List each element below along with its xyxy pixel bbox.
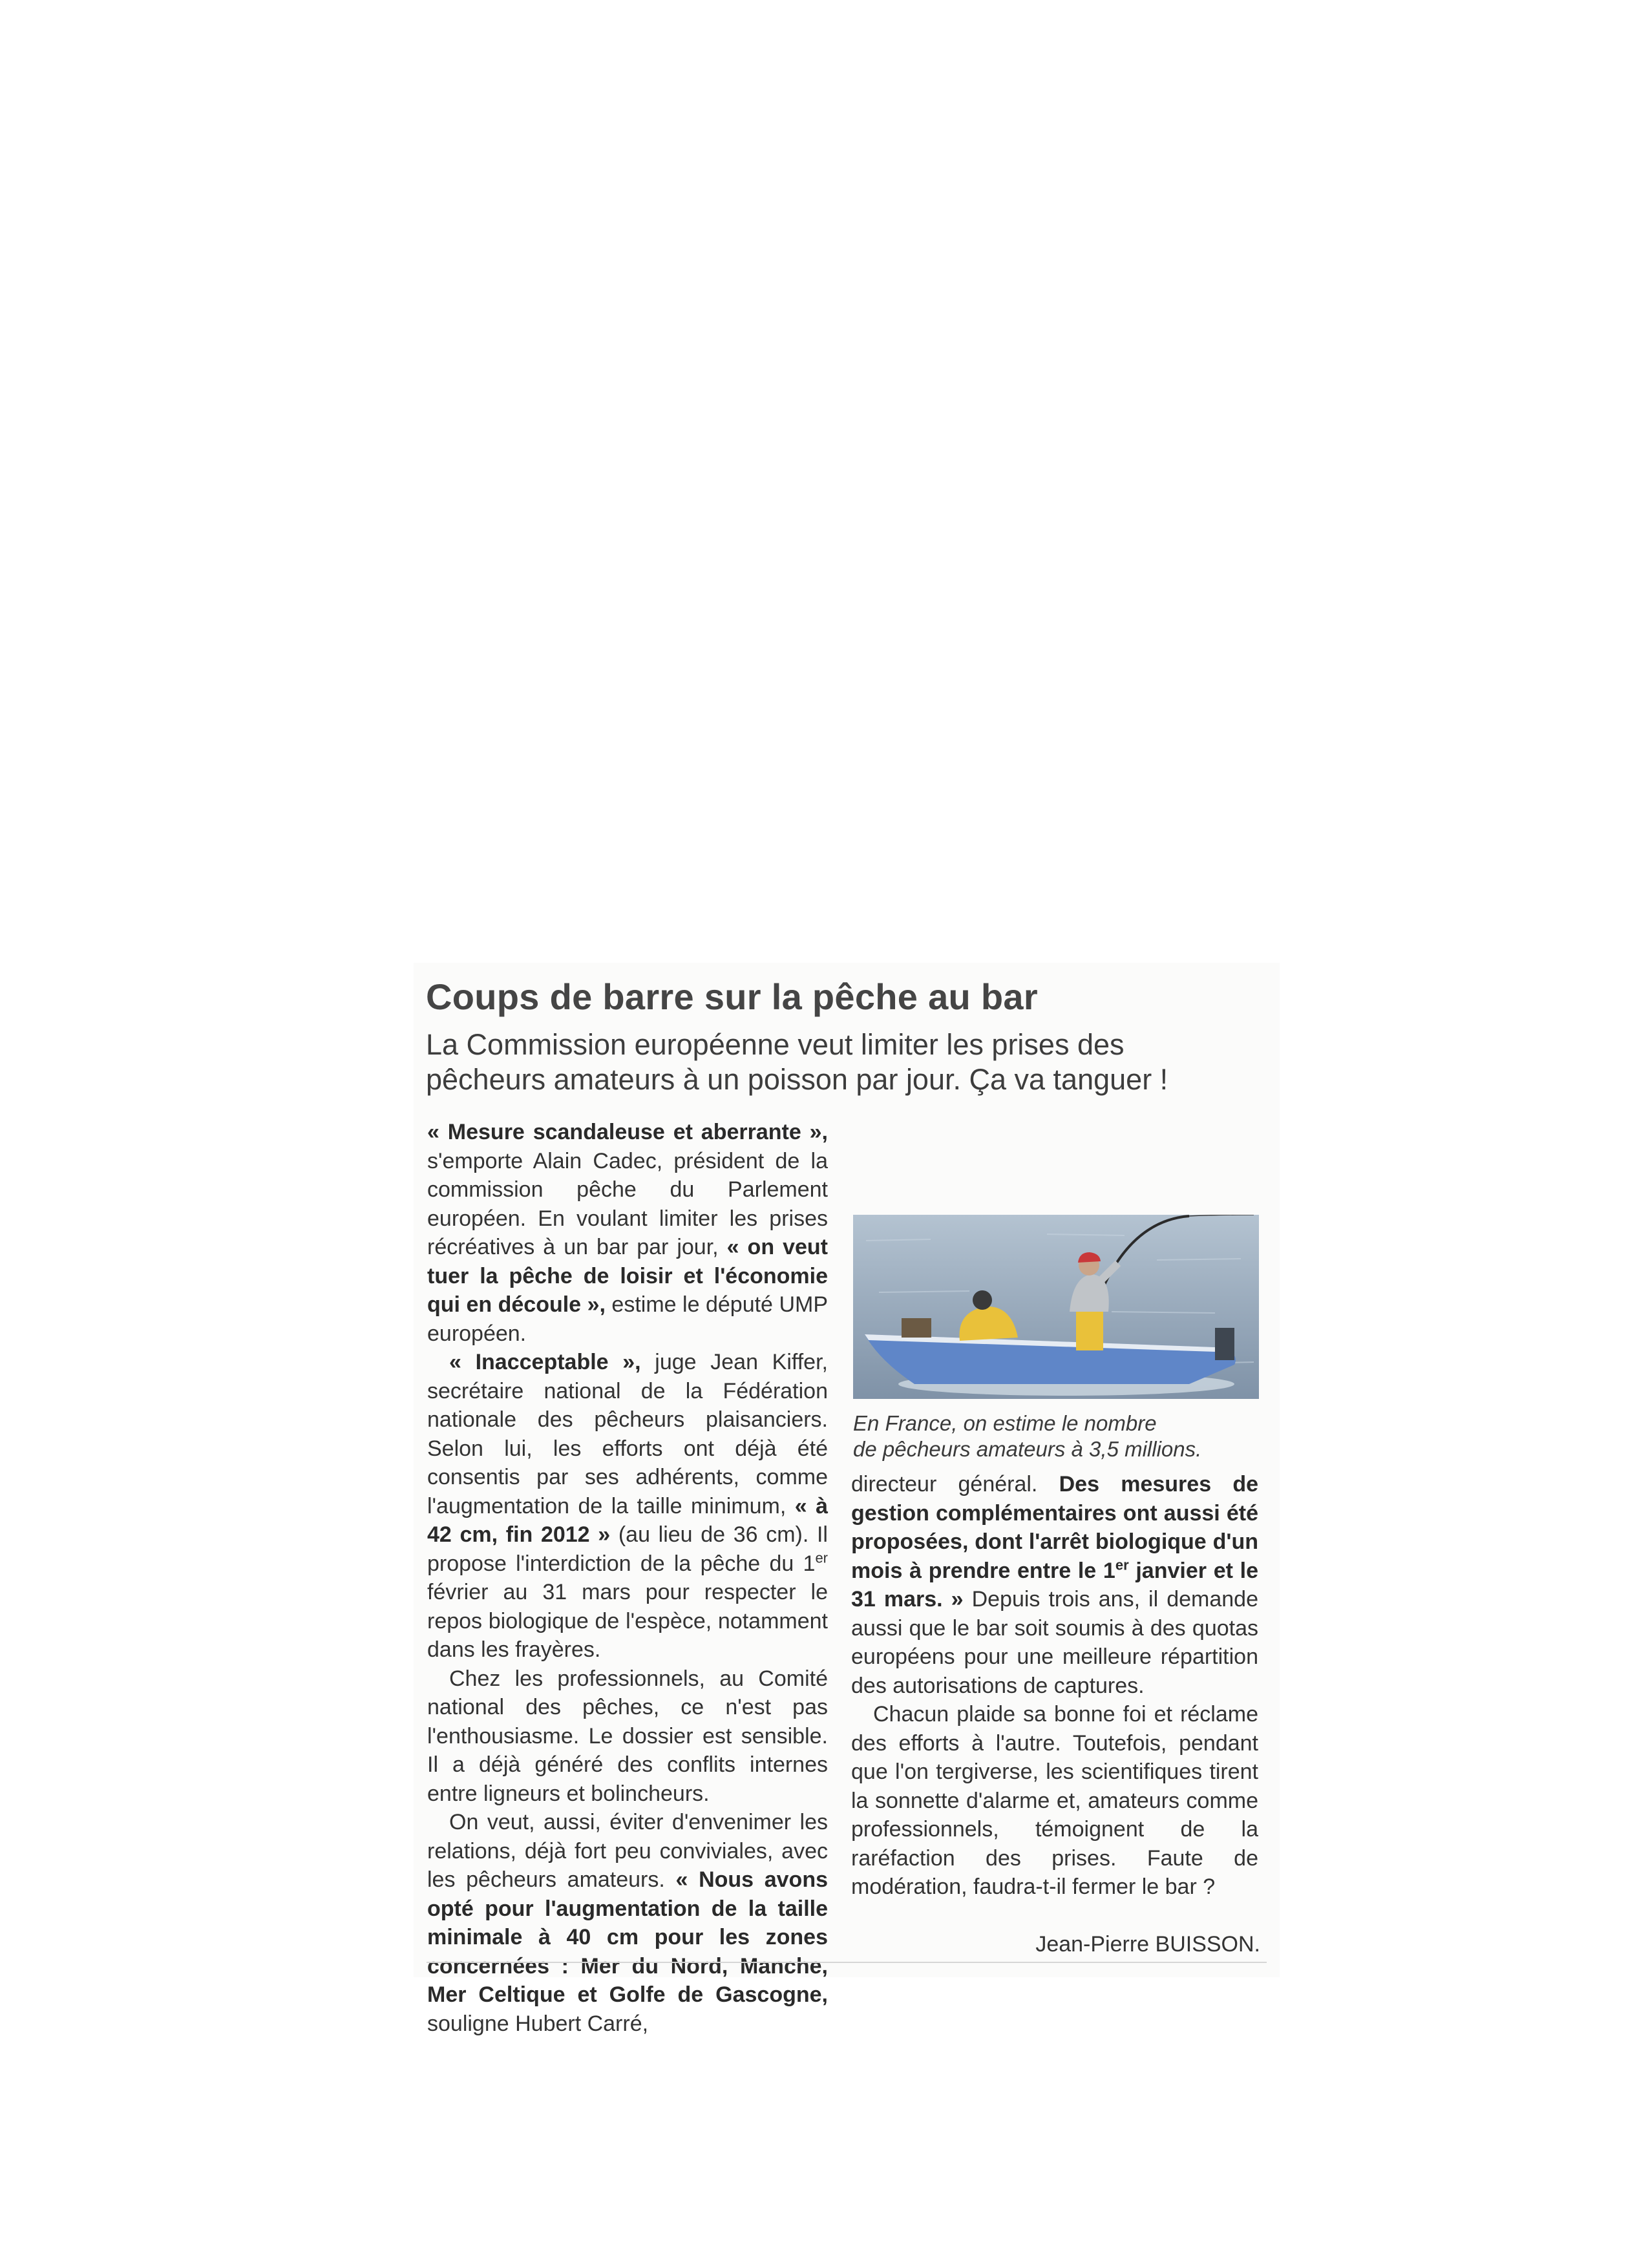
quote-tuer-la-peche: « on veut tuer la pêche de loisir et l'économie qui en découle », bbox=[427, 1235, 829, 1317]
motor bbox=[1215, 1328, 1234, 1360]
paragraph-1 bbox=[427, 1118, 828, 1348]
paragraph-4-text-b: souligne Hubert Carré, bbox=[427, 2011, 649, 2036]
quote-mesures-gestion-end: janvier et le 31 mars. » bbox=[851, 1558, 1258, 1612]
crouching-fisher-head bbox=[973, 1290, 992, 1310]
ordinal-suffix-2-text: er bbox=[1115, 1557, 1129, 1573]
article-photo bbox=[853, 1215, 1259, 1399]
paragraph-3: Chez les professionnels, au Comité national des pêches, ce n'est pas l'enthousiasme. Le dossier est sensible. Il a déjà généré des conflits internes entre ligneurs et bolincheurs. bbox=[427, 1666, 828, 1806]
quote-inacceptable: « Inacceptable », bbox=[449, 1350, 641, 1374]
ordinal-suffix-2 bbox=[1115, 1557, 1129, 1573]
paragraph-2-text-c: février au 31 mars pour respecter le repos biologique de l'espèce, notamment dans les frayères. bbox=[427, 1580, 828, 1662]
paragraph-5 bbox=[851, 1470, 1258, 1700]
boat-fishing-photo bbox=[853, 1215, 1259, 1399]
ordinal-suffix: er bbox=[815, 1549, 828, 1566]
article-standfirst: La Commission européenne veut limiter les prises des pêcheurs amateurs à un poisson par jour. Ça va tanguer ! bbox=[426, 1028, 1168, 1096]
right-column bbox=[851, 1470, 1258, 1902]
paragraph-5-text-b: Depuis trois ans, il demande aussi que le bar soit soumis à des quotas européens pour une meilleure répartition des autorisations de captures. bbox=[851, 1587, 1258, 1698]
paragraph-2-text-b: (au lieu de 36 cm). Il propose l'interdiction de la pêche du 1 bbox=[427, 1522, 828, 1576]
quote-mesures-gestion: Des mesures de gestion complémentaires ont aussi été proposées, dont l'arrêt biologique d'un mois à prendre entre le 1 bbox=[851, 1472, 1259, 1583]
paragraph-1-text-a: s'emporte Alain Cadec, président de la commission pêche du Parlement européen. En voulant limiter les prises récréatives à un bar par jour, bbox=[427, 1148, 828, 1259]
quote-42-cm: « à 42 cm, fin 2012 » bbox=[427, 1493, 828, 1547]
quote-taille-minimale: « Nous avons opté pour l'augmentation de la taille minimale à 40 cm pour les zones concernées : Mer du Nord, Manche, Mer Celtique et Golfe de Gascogne, bbox=[427, 1867, 828, 2007]
standing-fisher-legs bbox=[1076, 1312, 1103, 1350]
paragraph-4 bbox=[427, 1808, 828, 2038]
paragraph-4-text: On veut, aussi, éviter d'envenimer les relations, déjà fort peu conviviales, avec les pêcheurs amateurs. bbox=[427, 1810, 828, 1892]
crate bbox=[902, 1318, 931, 1338]
paragraph-2-text-a: juge Jean Kiffer, secrétaire national de la Fédération nationale des pêcheurs plaisanciers. Selon lui, les efforts ont déjà été consentis par ses adhérents, comme l'augmentation de la taille minimum, bbox=[427, 1350, 828, 1518]
paragraph-5-text: directeur général. bbox=[851, 1472, 1059, 1496]
paragraph-2 bbox=[427, 1348, 828, 1664]
newspaper-clipping bbox=[414, 963, 1280, 2036]
left-column bbox=[427, 1118, 828, 2038]
paragraph-6: Chacun plaide sa bonne foi et réclame des efforts à l'autre. Toutefois, pendant que l'on tergiverse, les scientifiques tirent la sonnette d'alarme et, amateurs comme professionnels, témoignent de la raréfaction des prises. Faute de modération, faudra-t-il fermer le bar ? bbox=[851, 1702, 1258, 1899]
quote-mesure-scandaleuse: « Mesure scandaleuse et aberrante », bbox=[427, 1120, 828, 1144]
article-byline: Jean-Pierre BUISSON. bbox=[1035, 1932, 1260, 1957]
photo-caption-line-2: de pêcheurs amateurs à 3,5 millions. bbox=[853, 1437, 1202, 1461]
photo-caption bbox=[853, 1411, 1267, 1462]
photo-caption-line-1: En France, on estime le nombre bbox=[853, 1411, 1157, 1435]
article-headline: Coups de barre sur la pêche au bar bbox=[426, 976, 1038, 1017]
paragraph-1-text-b: estime le député UMP européen. bbox=[427, 1292, 828, 1346]
